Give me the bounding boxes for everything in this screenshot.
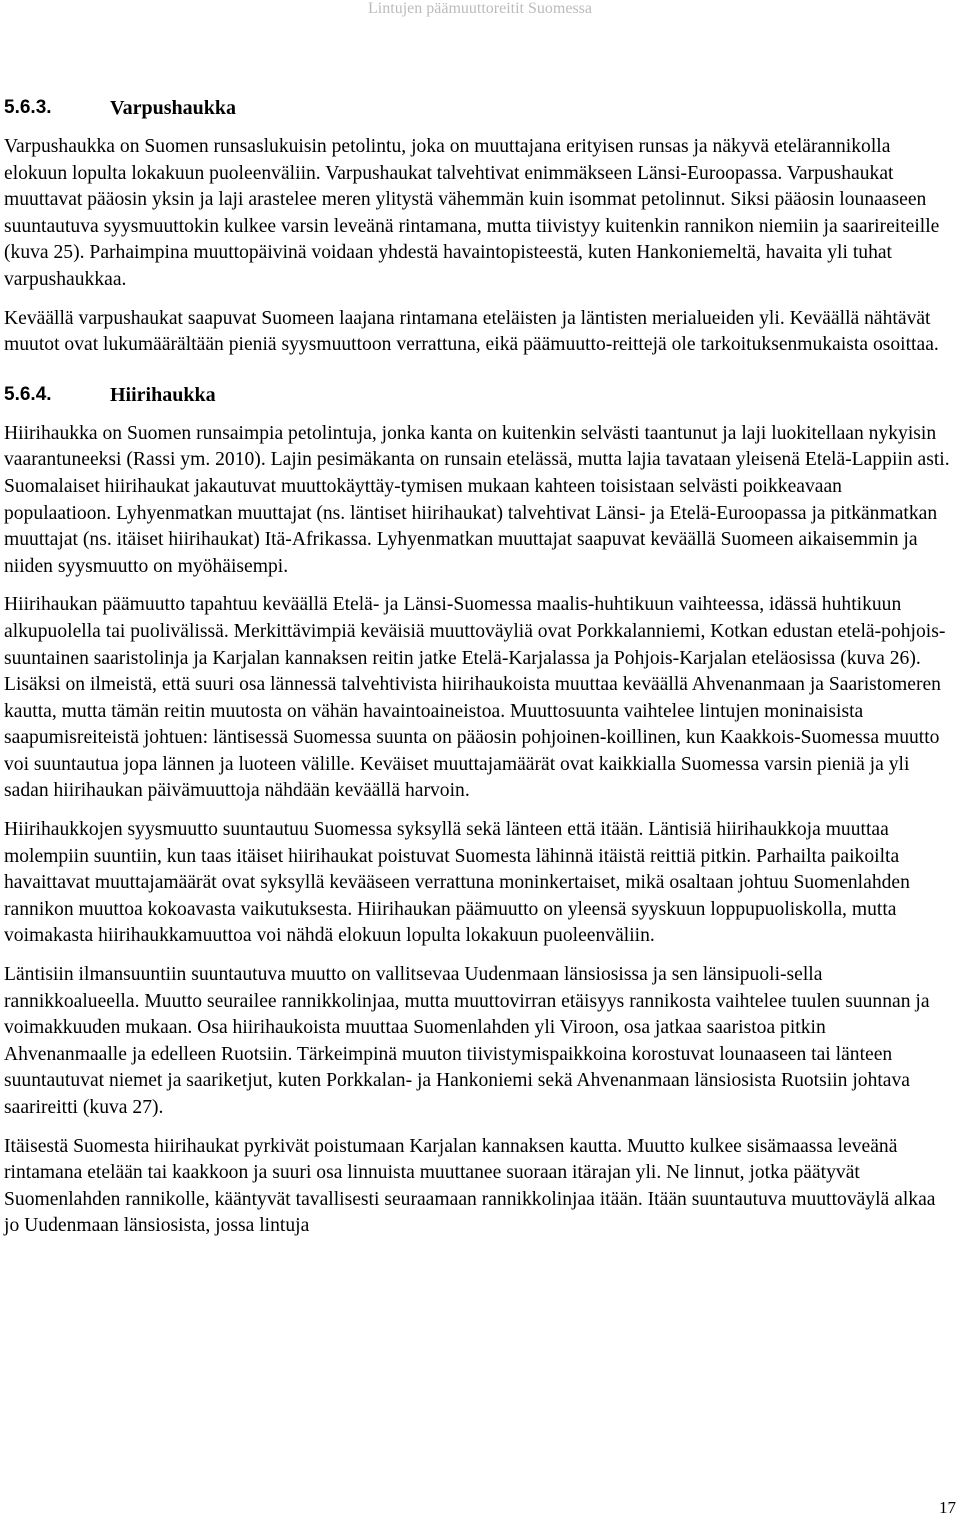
paragraph: Hiirihaukkojen syysmuutto suuntautuu Suomessa syksyllä sekä länteen että itään. Läntisiä hiirihaukkoja muuttaa molempiin suuntiin, kun taas itäiset hiirihaukat poistuvat Suomesta lähinnä itäistä reittiä pitkin. Parhailta paikoilta havaittavat muuttajamäärät ovat syksyllä kevääseen verrattuna moninkertaiset, mikä osaltaan johtuu Suomenlahden rannikon muuttoa kokoavasta vaikutuksesta. Hiirihaukan päämuutto on yleensä syyskuun loppupuoliskolla, mutta voimakasta hiirihaukkamuuttoa voi nähdä elokuun lopulta lokakuun puoleenväliin. <box>4 819 910 947</box>
running-header: Lintujen päämuuttoreitit Suomessa <box>368 0 592 17</box>
paragraph: Keväällä varpushaukat saapuvat Suomeen laajana rintamana eteläisten ja läntisten merialueiden yli. Keväällä nähtävät muutot ovat lukumäärältään pieniä syysmuuttoon verrattuna, eikä päämuutto-reittejä ole tarkoituksenmukaista osoittaa. <box>4 307 939 356</box>
section-number: 5.6.4. <box>4 383 52 405</box>
document-body <box>4 92 952 1252</box>
section-title: Hiirihaukka <box>110 383 216 406</box>
paragraph: Hiirihaukka on Suomen runsaimpia petolintuja, jonka kanta on kuitenkin selvästi taantunut ja laji luokitellaan nykyisin vaarantuneeksi (Rassi ym. 2010). Lajin pesimäkanta on runsain etelässä, mutta lajia tavataan yleisenä Etelä-Lappiin asti. Suomalaiset hiirihaukat jakautuvat muuttokäyttäy-tymisen mukaan kahteen toisistaan selvästi poikkeavaan populaatioon. Lyhyenmatkan muuttajat (ns. läntiset hiirihaukat) talvehtivat Länsi- ja Etelä-Euroopassa ja pitkänmatkan muuttajat (ns. itäiset hiirihaukat) Itä-Afrikassa. Lyhyenmatkan muuttajat saapuvat keväällä Suomeen aikaisemmin ja niiden syysmuutto on myöhäisempi. <box>4 422 950 577</box>
section-title: Varpushaukka <box>110 97 237 119</box>
section-heading-hiirihaukka <box>4 383 952 407</box>
paragraph: Hiirihaukan päämuutto tapahtuu keväällä Etelä- ja Länsi-Suomessa maalis-huhtikuun vaihteessa, idässä huhtikuun alkupuolella tai puolivälissä. Merkittävimpiä keväisiä muuttoväyliä ovat Porkkalanniemi, Kotkan edustan etelä-pohjois-suuntainen saaristolinja ja Karjalan kannaksen reitin jatke Etelä-Karjalassa ja Pohjois-Karjalan eteläosissa (kuva 26). Lisäksi on ilmeistä, että suuri osa lännessä talvehtivista hiirihaukoista muuttaa keväällä Ahvenanmaan ja Saaristomeren kautta, mutta tämän reitin muutosta on vähän havaintoaineistoa. Muuttosuunta vaihtelee lintujen moninaisista saapumisreiteistä johtuen: läntisessä Suomessa suunta on pääosin pohjoinen-koillinen, kun Kaakkois-Suomessa muutto voi suuntautua jopa lännen ja luoteen välille. Keväiset muuttajamäärät ovat kaikkialla Suomessa varsin pieniä ja yli sadan hiirihaukan päivämuuttoja nähdään keväällä harvoin. <box>4 594 946 802</box>
paragraph: Itäisestä Suomesta hiirihaukat pyrkivät poistumaan Karjalan kannaksen kautta. Muutto kulkee sisämaassa leveänä rintamana etelään tai kaakkoon ja suuri osa linnuista muuttanee suoraan itärajan yli. Ne linnut, jotka päätyvät Suomenlahden rannikolle, kääntyvät tavallisesti seuraamaan rannikkolinjaa itään. Itään suuntautuva muuttoväylä alkaa jo Uudenmaan länsiosista, jossa lintuja <box>4 1135 936 1237</box>
section-heading-varpushaukka <box>4 96 952 120</box>
page-number: 17 <box>939 1498 956 1517</box>
paragraph: Läntisiin ilmansuuntiin suuntautuva muutto on vallitsevaa Uudenmaan länsiosissa ja sen länsipuoli-sella rannikkoalueella. Muutto seurailee rannikkolinjaa, mutta muuttovirran etäisyys rannikosta vaihtelee tuulen suunnan ja voimakkuuden mukaan. Osa hiirihaukoista muuttaa Suomenlahden yli Viroon, osa jatkaa saaristoa pitkin Ahvenanmaalle ja edelleen Ruotsiin. Tärkeimpinä muuton tiivistymispaikkoina korostuvat lounaaseen tai länteen suuntautuvat niemet ja saariketjut, kuten Porkkalan- ja Hankoniemi sekä Ahvenanmaan länsiosista Ruotsiin johtava saarireitti (kuva 27). <box>4 964 930 1118</box>
section-number: 5.6.3. <box>4 97 52 118</box>
paragraph: Varpushaukka on Suomen runsaslukuisin petolintu, joka on muuttajana erityisen runsas ja näkyvä etelärannikolla elokuun lopulta lokakuun puoleenväliin. Varpushaukat talvehtivat enimmäkseen Länsi-Euroopassa. Varpushaukat muuttavat pääosin yksin ja laji arastelee meren ylitystä vähemmän kuin isommat petolinnut. Siksi pääosin lounaaseen suuntautuva syysmuuttokin kulkee varsin leveänä rintamana, mutta tiivistyy kuitenkin rannikon niemiin ja saarireiteille (kuva 25). Parhaimpina muuttopäivinä voidaan yhdestä havaintopisteestä, kuten Hankoniemeltä, havaita yli tuhat varpushaukkaa. <box>4 136 940 290</box>
